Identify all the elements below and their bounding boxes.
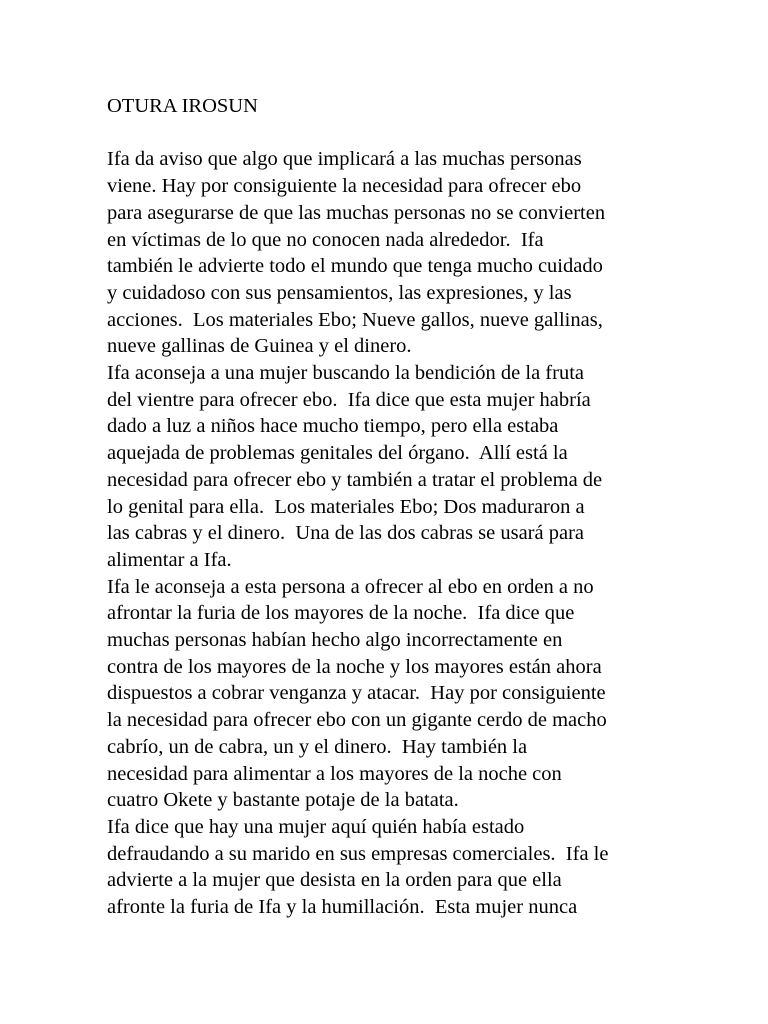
paragraph bbox=[107, 814, 667, 921]
text-line: afrontar la furia de los mayores de la noche. Ifa dice que bbox=[107, 602, 575, 625]
text-line: Ifa dice que hay una mujer aquí quién había estado bbox=[107, 815, 525, 838]
text-line: la necesidad para ofrecer ebo con un gigante cerdo de macho bbox=[107, 709, 607, 732]
paragraph bbox=[107, 574, 667, 814]
text-line: y cuidadoso con sus pensamientos, las expresiones, y las bbox=[107, 281, 572, 304]
text-line: dispuestos a cobrar venganza y atacar. Hay por consiguiente bbox=[107, 682, 606, 705]
text-line: afronte la furia de Ifa y la humillación. Esta mujer nunca bbox=[107, 896, 578, 919]
text-line: necesidad para ofrecer ebo y también a tratar el problema de bbox=[107, 468, 603, 491]
text-line: en víctimas de lo que no conocen nada alrededor. Ifa bbox=[107, 228, 544, 251]
text-line: contra de los mayores de la noche y los mayores están ahora bbox=[107, 655, 602, 678]
text-line: dado a luz a niños hace mucho tiempo, pero ella estaba bbox=[107, 415, 559, 438]
text-line: defraudando a su marido en sus empresas comerciales. Ifa le bbox=[107, 842, 609, 865]
text-line: muchas personas habían hecho algo incorrectamente en bbox=[107, 629, 563, 652]
text-line: cuatro Okete y bastante potaje de la batata. bbox=[107, 789, 459, 812]
text-line: Ifa aconseja a una mujer buscando la bendición de la fruta bbox=[107, 362, 584, 385]
text-line: necesidad para alimentar a los mayores de la noche con bbox=[107, 762, 562, 785]
text-line: Ifa le aconseja a esta persona a ofrecer al ebo en orden a no bbox=[107, 575, 594, 598]
text-line: del vientre para ofrecer ebo. Ifa dice que esta mujer habría bbox=[107, 388, 591, 411]
text-line: acciones. Los materiales Ebo; Nueve gallos, nueve gallinas, bbox=[107, 308, 603, 331]
paragraph bbox=[107, 360, 667, 574]
text-line: las cabras y el dinero. Una de las dos cabras se usará para bbox=[107, 522, 584, 545]
text-line: alimentar a Ifa. bbox=[107, 548, 232, 571]
document-page bbox=[107, 93, 667, 921]
text-line: nueve gallinas de Guinea y el dinero. bbox=[107, 335, 412, 358]
document-body bbox=[107, 146, 667, 920]
text-line: cabrío, un de cabra, un y el dinero. Hay también la bbox=[107, 735, 528, 758]
document-title: OTURA IROSUN bbox=[107, 95, 258, 117]
text-line: lo genital para ella. Los materiales Ebo; Dos maduraron a bbox=[107, 495, 585, 518]
text-line: para asegurarse de que las muchas personas no se convierten bbox=[107, 201, 606, 224]
text-line: aquejada de problemas genitales del órgano. Allí está la bbox=[107, 442, 568, 465]
text-line: Ifa da aviso que algo que implicará a las muchas personas bbox=[107, 148, 582, 171]
text-line: advierte a la mujer que desista en la orden para que ella bbox=[107, 869, 562, 892]
paragraph bbox=[107, 146, 667, 360]
text-line: viene. Hay por consiguiente la necesidad para ofrecer ebo bbox=[107, 175, 582, 198]
text-line: también le advierte todo el mundo que tenga mucho cuidado bbox=[107, 255, 603, 278]
